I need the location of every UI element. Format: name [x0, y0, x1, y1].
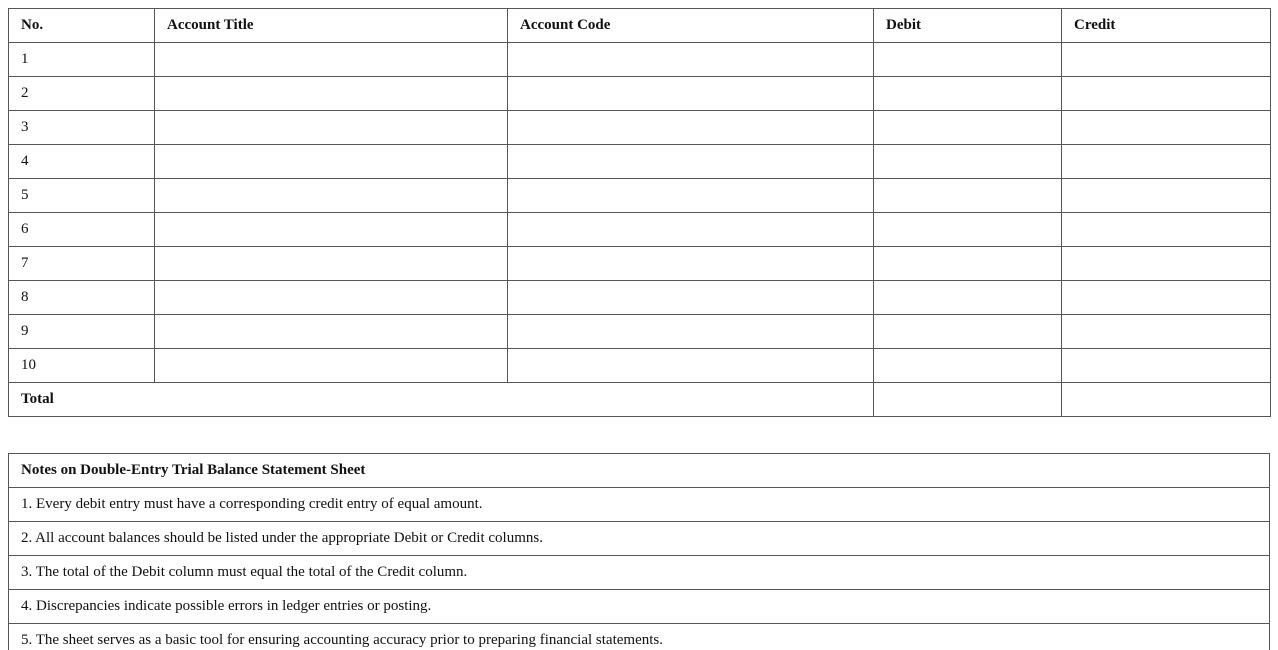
row-number-cell: 2 — [9, 77, 155, 111]
account-code-cell[interactable] — [508, 77, 874, 111]
account-code-cell[interactable] — [508, 315, 874, 349]
table-row — [9, 43, 1271, 77]
account-title-cell[interactable] — [155, 247, 508, 281]
row-number-cell: 5 — [9, 179, 155, 213]
note-row — [9, 488, 1270, 522]
account-code-cell[interactable] — [508, 281, 874, 315]
credit-cell[interactable] — [1062, 247, 1271, 281]
credit-cell[interactable] — [1062, 281, 1271, 315]
account-title-cell[interactable] — [155, 111, 508, 145]
note-row — [9, 624, 1270, 650]
debit-cell[interactable] — [874, 349, 1062, 383]
column-header-credit: Credit — [1062, 9, 1271, 43]
account-code-cell[interactable] — [508, 213, 874, 247]
table-row — [9, 77, 1271, 111]
note-item: 5. The sheet serves as a basic tool for ensuring accounting accuracy prior to preparing financial statements. — [9, 624, 1270, 650]
credit-cell[interactable] — [1062, 179, 1271, 213]
debit-cell[interactable] — [874, 247, 1062, 281]
row-number-cell: 10 — [9, 349, 155, 383]
row-number-cell: 1 — [9, 43, 155, 77]
account-title-cell[interactable] — [155, 179, 508, 213]
account-code-cell[interactable] — [508, 145, 874, 179]
account-code-cell[interactable] — [508, 43, 874, 77]
table-row — [9, 179, 1271, 213]
debit-cell[interactable] — [874, 111, 1062, 145]
table-row — [9, 111, 1271, 145]
account-title-cell[interactable] — [155, 281, 508, 315]
notes-title: Notes on Double-Entry Trial Balance Statement Sheet — [9, 454, 1270, 488]
debit-cell[interactable] — [874, 281, 1062, 315]
credit-cell[interactable] — [1062, 213, 1271, 247]
credit-cell[interactable] — [1062, 77, 1271, 111]
debit-cell[interactable] — [874, 179, 1062, 213]
account-title-cell[interactable] — [155, 145, 508, 179]
credit-cell[interactable] — [1062, 315, 1271, 349]
total-label: Total — [9, 383, 874, 417]
debit-cell[interactable] — [874, 77, 1062, 111]
note-row — [9, 556, 1270, 590]
table-row — [9, 247, 1271, 281]
credit-cell[interactable] — [1062, 43, 1271, 77]
row-number-cell: 6 — [9, 213, 155, 247]
column-header-account-code: Account Code — [508, 9, 874, 43]
note-item: 4. Discrepancies indicate possible errors in ledger entries or posting. — [9, 590, 1270, 624]
column-header-account-title: Account Title — [155, 9, 508, 43]
debit-cell[interactable] — [874, 43, 1062, 77]
table-row — [9, 145, 1271, 179]
debit-cell[interactable] — [874, 213, 1062, 247]
account-title-cell[interactable] — [155, 315, 508, 349]
trial-balance-table — [8, 8, 1271, 417]
column-header-debit: Debit — [874, 9, 1062, 43]
debit-cell[interactable] — [874, 315, 1062, 349]
notes-title-row — [9, 454, 1270, 488]
account-title-cell[interactable] — [155, 349, 508, 383]
row-number-cell: 8 — [9, 281, 155, 315]
account-title-cell[interactable] — [155, 213, 508, 247]
account-code-cell[interactable] — [508, 247, 874, 281]
note-item: 3. The total of the Debit column must equal the total of the Credit column. — [9, 556, 1270, 590]
table-row — [9, 349, 1271, 383]
table-row — [9, 213, 1271, 247]
account-title-cell[interactable] — [155, 77, 508, 111]
total-debit-cell[interactable] — [874, 383, 1062, 417]
account-title-cell[interactable] — [155, 43, 508, 77]
account-code-cell[interactable] — [508, 349, 874, 383]
debit-cell[interactable] — [874, 145, 1062, 179]
row-number-cell: 4 — [9, 145, 155, 179]
total-credit-cell[interactable] — [1062, 383, 1271, 417]
table-header-row — [9, 9, 1271, 43]
table-row — [9, 315, 1271, 349]
credit-cell[interactable] — [1062, 349, 1271, 383]
note-row — [9, 522, 1270, 556]
note-row — [9, 590, 1270, 624]
credit-cell[interactable] — [1062, 111, 1271, 145]
row-number-cell: 7 — [9, 247, 155, 281]
credit-cell[interactable] — [1062, 145, 1271, 179]
row-number-cell: 9 — [9, 315, 155, 349]
column-header-no: No. — [9, 9, 155, 43]
table-row — [9, 281, 1271, 315]
notes-table — [8, 453, 1270, 650]
account-code-cell[interactable] — [508, 111, 874, 145]
note-item: 1. Every debit entry must have a corresponding credit entry of equal amount. — [9, 488, 1270, 522]
row-number-cell: 3 — [9, 111, 155, 145]
total-row — [9, 383, 1271, 417]
note-item: 2. All account balances should be listed under the appropriate Debit or Credit columns. — [9, 522, 1270, 556]
account-code-cell[interactable] — [508, 179, 874, 213]
